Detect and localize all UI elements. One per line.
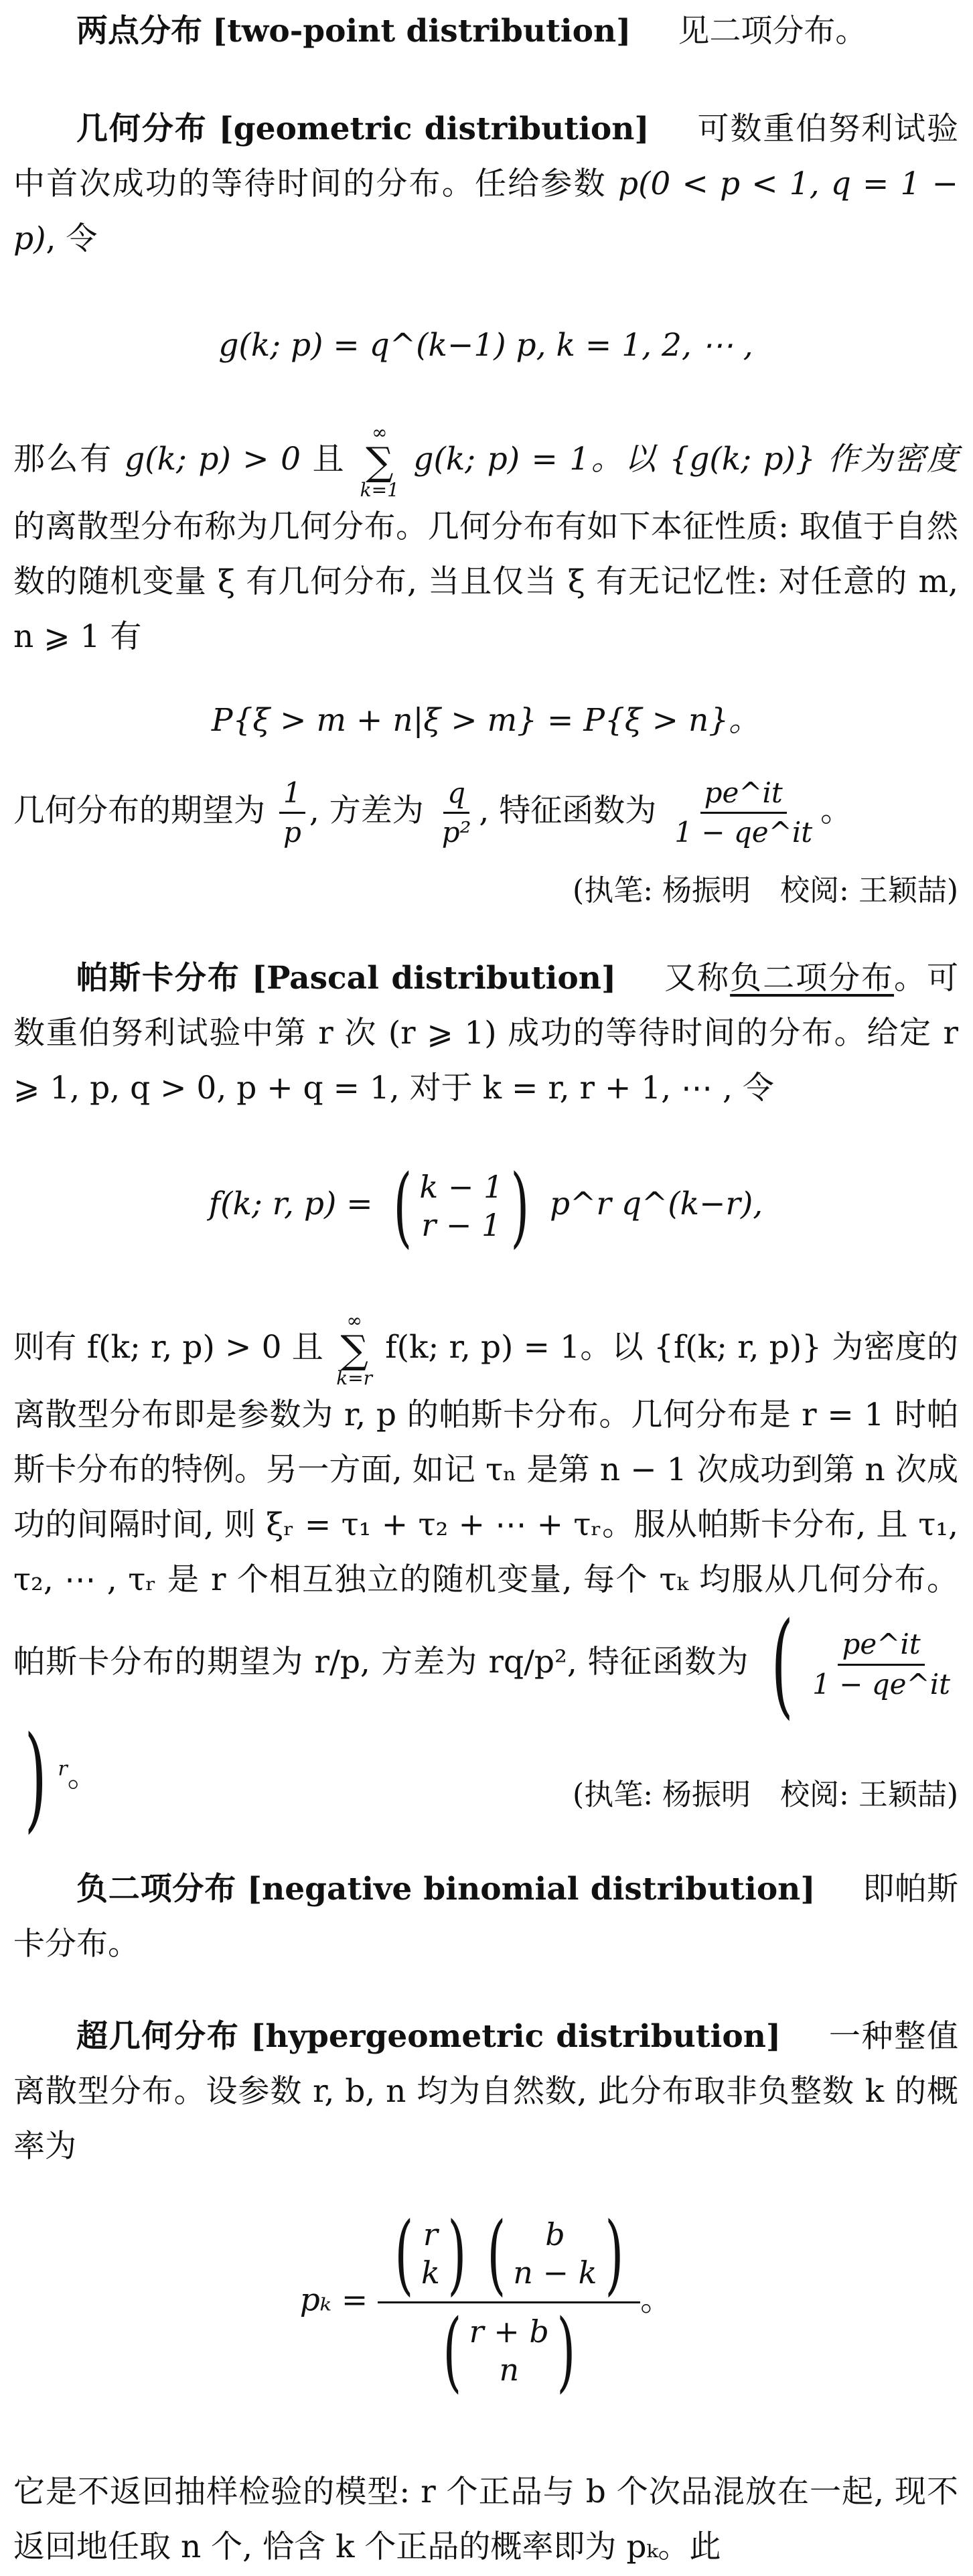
fraction-denominator: p <box>283 816 301 849</box>
binomial-coefficient: ( b n − k ) <box>486 2203 623 2305</box>
fraction-numerator: 1 <box>279 777 305 814</box>
text-span: 。 <box>820 792 852 829</box>
binom-bottom: n − k <box>513 2255 597 2291</box>
fraction-numerator: pe^it <box>838 1628 924 1665</box>
alias-prefix: 又称 <box>663 960 731 997</box>
entry-term: 几何分布 <box>76 111 208 147</box>
entry-term: 超几何分布 <box>76 2018 240 2055</box>
text-span: 且 <box>312 441 346 478</box>
entry-english: [Pascal distribution] <box>251 960 617 997</box>
power: r <box>58 1757 68 1781</box>
entry-english: [geometric distribution] <box>218 111 650 147</box>
entry-negative-binomial <box>13 1862 958 1972</box>
entry-term: 帕斯卡分布 <box>76 960 240 997</box>
entry-hypergeometric <box>13 2009 958 2174</box>
entry-text: 一种整值离散型分布。设参数 r, b, n 均为自然数, 此分布取非负整数 k 的概率为 <box>13 2018 959 2165</box>
signature-pascal: (执笔: 杨振明 校阅: 王颖喆) <box>573 1778 958 1812</box>
entry-english: [hypergeometric distribution] <box>250 2018 781 2055</box>
formula-hypergeometric <box>13 2203 958 2402</box>
formula-pascal-density <box>13 1155 958 1257</box>
entry-english: [two-point distribution] <box>212 13 631 50</box>
binom-bottom: n <box>499 2352 520 2388</box>
binom-top: r <box>423 2216 438 2252</box>
binom-top: k − 1 <box>419 1168 504 1205</box>
entry-intro: 可数重伯努利试验中首次成功的等待时间的分布。任给参数 <box>13 111 959 202</box>
cross-reference-link[interactable]: 负二项分布 <box>730 960 895 997</box>
text-span: 。 <box>67 1758 99 1794</box>
text-span: , 方差为 <box>309 792 424 829</box>
sum-operator: ∞ ∑ k=1 <box>360 421 399 501</box>
cf-fraction <box>670 777 816 849</box>
binomial-coefficient: ( k − 1 r − 1 ) <box>393 1155 530 1257</box>
fraction-numerator: pe^it <box>700 777 787 814</box>
text-span: , 特征函数为 <box>479 792 657 829</box>
formula-lhs: f(k; r, p) = <box>208 1186 373 1222</box>
entry-text: 即帕斯卡分布。 <box>13 1871 959 1962</box>
signature-geometric: (执笔: 杨振明 校阅: 王颖喆) <box>573 873 958 908</box>
text-span: f(k; r, p) = 1。以 {f(k; r, p)} 为密度的离散型分布即是参数为 r, p 的帕斯卡分布。几何分布是 r = 1 时帕斯卡分布的特例。另一方面, 如记 τₙ 是第 n − 1 次成功到第 n 次成功的间隔时间, 则 ξᵣ = τ₁ + τ₂ + ⋯ + τᵣ。服从帕斯卡分布, 且 τ₁, τ₂, ⋯ , τᵣ 是 r 个相互独立的随机变量, 每个 τₖ 均服从几何分布。帕斯卡分布的期望为 r/p, 方差为 rq/p², 特征函数为 <box>13 1329 958 1680</box>
mean-fraction <box>279 777 305 849</box>
entry-text: 。可数重伯努利试验中第 r 次 (r ⩾ 1) 成功的等待时间的分布。给定 r ⩾ 1, p, q > 0, p + q = 1, 对于 k = r, r + 1, ⋯ , 令 <box>13 960 959 1106</box>
math-span: g(k; p) = 1。以 {g(k; p)} 作为密度 <box>413 441 959 478</box>
fraction-denominator: 1 − qe^it <box>812 1667 950 1701</box>
binomial-coefficient: ( r k ) <box>394 2203 467 2305</box>
formula-rhs: p^r q^(k−r), <box>549 1186 763 1222</box>
fraction-denominator <box>426 2300 593 2402</box>
sum-lower: k=r <box>336 1367 373 1389</box>
pascal-paragraph-2: 则有 f(k; r, p) > 0 且 ∞ ∑ k=r f(k; r, p) = 1。以 {f(k; r, p)} 为密度的离散型分布即是参数为 r, p 的帕斯卡分布。几何分布是 r = 1 时帕斯卡分布的特例。另一方面, 如记 τₙ 是第 n − 1 次成功到第 n 次成功的间隔时间, 则 ξᵣ = τ₁ + τ₂ + ⋯ + τᵣ。服从帕斯卡分布, 且 τ₁, τ₂, ⋯ , τᵣ 是 r 个相互独立的随机变量, 每个 τₖ 均服从几何分布。帕斯卡分布的期望为 r/p, 方差为 rq/p², 特征函数为 ( $\frac{pe\^{}it}{1 - qe\^{}it}$ ) $^r$。 <box>13 1309 958 1845</box>
entry-term: 两点分布 <box>76 13 202 50</box>
fraction-denominator: p² <box>441 816 471 849</box>
entry-paragraph <box>13 102 958 267</box>
entry-text: 它是不返回抽样检验的模型: r 个正品与 b 个次品混放在一起, 现不返回地任取 n 个, 恰含 k 个正品的概率即为 pₖ。此 <box>13 2474 958 2565</box>
entry-two-point <box>13 4 958 59</box>
entry-intro-end: , 令 <box>46 220 98 257</box>
fraction-numerator <box>378 2203 640 2305</box>
entry-text: 见二项分布。 <box>678 13 867 50</box>
entry-pascal <box>13 951 958 1116</box>
entry-english: [negative binomial distribution] <box>246 1871 816 1908</box>
hypergeometric-paragraph-2 <box>13 2465 958 2575</box>
binom-top: b <box>545 2216 565 2252</box>
fraction-denominator: 1 − qe^it <box>674 816 813 849</box>
text-span: 的离散型分布称为几何分布。几何分布有如下本征性质: 取值于自然数的随机变量 ξ 有几何分布, 当且仅当 ξ 有无记忆性: 对任意的 m, n ⩾ 1 有 <box>13 508 958 655</box>
binomial-coefficient: ( r + b n ) <box>443 2300 576 2402</box>
entry-term: 负二项分布 <box>76 1871 237 1908</box>
hypergeometric-fraction <box>378 2203 640 2402</box>
binom-bottom: k <box>421 2255 440 2291</box>
math-span: g(k; p) > 0 <box>125 441 301 478</box>
entry-paragraph <box>13 4 958 59</box>
text-span: 则有 f(k; r, p) > 0 且 <box>13 1329 324 1366</box>
formula-lhs: pₖ = <box>299 2281 368 2319</box>
sum-upper: ∞ <box>346 1309 362 1332</box>
sum-lower: k=1 <box>360 479 399 501</box>
text-span: 。 <box>640 2281 672 2319</box>
sum-upper: ∞ <box>372 421 388 443</box>
geometric-paragraph-3 <box>13 777 958 849</box>
binom-bottom: r − 1 <box>421 1207 502 1243</box>
cf-fraction <box>808 1628 954 1701</box>
entry-geometric <box>13 102 958 267</box>
sum-operator: ∞ ∑ k=r <box>336 1309 373 1389</box>
entry-params: p(0 < p < 1, q = 1 − p) <box>13 165 958 257</box>
variance-fraction <box>438 777 475 849</box>
formula-geometric-density: g(k; p) = q^(k−1) p, k = 1, 2, ⋯ , <box>218 327 753 364</box>
text-span: 那么有 <box>13 441 113 478</box>
binom-top: r + b <box>469 2313 549 2350</box>
formula-memoryless: P{ξ > m + n|ξ > m} = P{ξ > n}。 <box>211 702 761 739</box>
fraction-numerator: q <box>443 777 469 814</box>
geometric-paragraph-2 <box>13 423 958 664</box>
text-span: 几何分布的期望为 <box>13 792 265 829</box>
